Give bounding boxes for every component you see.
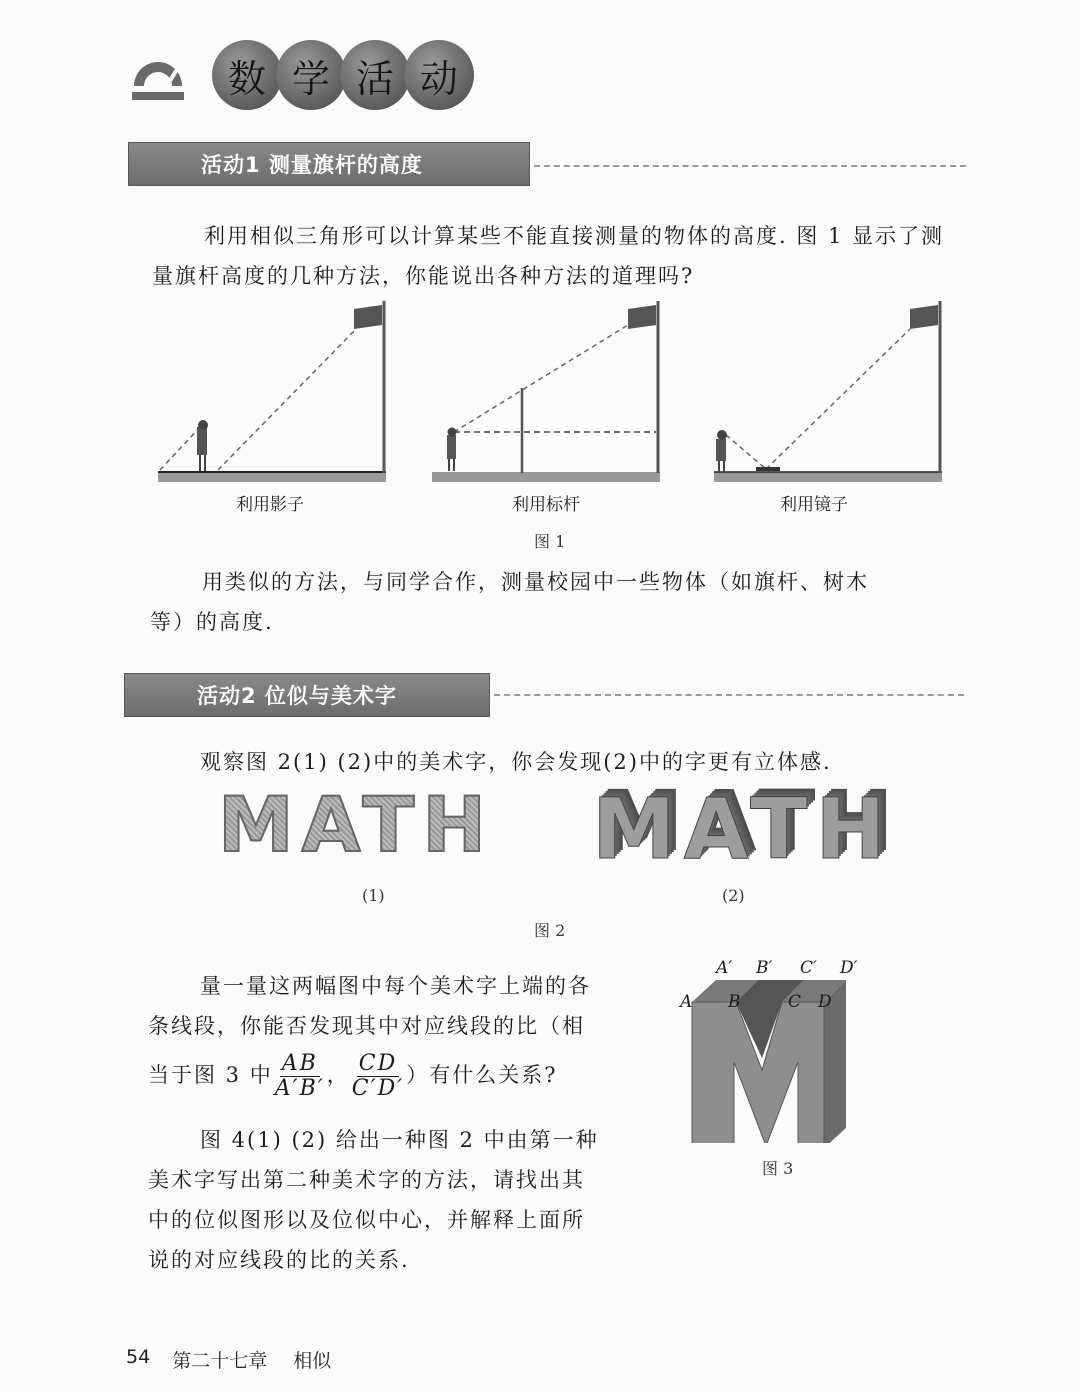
activity1-title: 活动1 测量旗杆的高度 [201, 153, 423, 177]
point-label-d: D [818, 992, 832, 1012]
intro-line: 量旗杆高度的几种方法，你能说出各种方法的道理吗? [152, 264, 695, 288]
activity2-method [148, 1120, 648, 1280]
panel-caption-shadow: 利用影子 [236, 495, 304, 515]
fraction-separator: ， [326, 1063, 350, 1087]
fraction-cd [352, 1052, 404, 1101]
gauge-logo-icon [128, 44, 188, 104]
point-label-b-prime: B′ [756, 958, 773, 978]
panel-caption-mirror: 利用镜子 [780, 495, 848, 515]
page-number: 54 [126, 1346, 151, 1368]
flagpole-shadow-diagram [158, 301, 386, 482]
measure-line: 当于图 3 中 [148, 1063, 273, 1087]
banner-divider [534, 165, 966, 167]
point-label-a: A [680, 992, 693, 1012]
point-label-a-prime: A′ [716, 958, 733, 978]
flagpole-marker-pole-diagram [432, 301, 660, 482]
fraction-ab [275, 1052, 325, 1101]
point-label-d-prime: D′ [840, 958, 858, 978]
math-wordart-3d: MATH [592, 780, 894, 878]
method-line: 中的位似图形以及位似中心，并解释上面所 [148, 1208, 585, 1232]
title-char: 活 [340, 40, 410, 110]
activity1-banner [128, 142, 530, 186]
task-line: 用类似的方法，与同学合作，测量校园中一些物体（如旗杆、树木 [202, 570, 869, 594]
title-char: 动 [404, 40, 474, 110]
measure-line: ）有什么关系? [406, 1063, 558, 1087]
activity2-measure [148, 966, 648, 1101]
method-line: 说的对应线段的比的关系. [148, 1248, 410, 1272]
flagpole-mirror-diagram [714, 301, 942, 482]
title-char: 学 [276, 40, 346, 110]
activity2-title: 活动2 位似与美术字 [197, 684, 397, 708]
panel-caption-marker-pole: 利用标杆 [512, 495, 580, 515]
fraction-numerator: CD [358, 1051, 398, 1076]
fraction-denominator: A′B′ [274, 1076, 325, 1101]
activity2-observe: 观察图 2(1) (2)中的美术字，你会发现(2)中的字更有立体感. [200, 750, 832, 774]
activity2-banner [124, 673, 490, 717]
figure3-3d-m-diagram [676, 958, 866, 1143]
activity1-intro [152, 216, 972, 296]
figure1-diagrams [150, 295, 960, 490]
page-title [212, 40, 468, 110]
title-char: 数 [212, 40, 282, 110]
task-line: 等）的高度. [150, 610, 274, 634]
banner-divider [494, 694, 964, 696]
page-footer [126, 1346, 331, 1373]
point-label-c-prime: C′ [800, 958, 817, 978]
point-label-c: C [788, 992, 802, 1012]
chapter-title: 相似 [293, 1350, 332, 1372]
figure1-label: 图 1 [534, 532, 566, 551]
measure-line: 条线段，你能否发现其中对应线段的比（相 [148, 1014, 585, 1038]
chapter-number: 第二十七章 [172, 1350, 268, 1372]
fraction-denominator: C′D′ [351, 1076, 405, 1101]
method-line: 美术字写出第二种美术字的方法，请找出其 [148, 1168, 585, 1192]
intro-line: 利用相似三角形可以计算某些不能直接测量的物体的高度. 图 1 显示了测 [204, 224, 945, 248]
figure2-label: 图 2 [534, 921, 566, 940]
fraction-numerator: AB [281, 1051, 318, 1076]
point-label-b: B [728, 992, 741, 1012]
math-wordart-flat: MATH [218, 780, 494, 869]
figure3-label: 图 3 [762, 1159, 794, 1178]
measure-line: 量一量这两幅图中每个美术字上端的各 [200, 974, 591, 998]
activity1-task [150, 562, 970, 642]
figure2-sub2: (2) [722, 886, 745, 905]
method-line: 图 4(1) (2) 给出一种图 2 中由第一种 [200, 1128, 599, 1152]
figure2-sub1: (1) [362, 886, 385, 905]
